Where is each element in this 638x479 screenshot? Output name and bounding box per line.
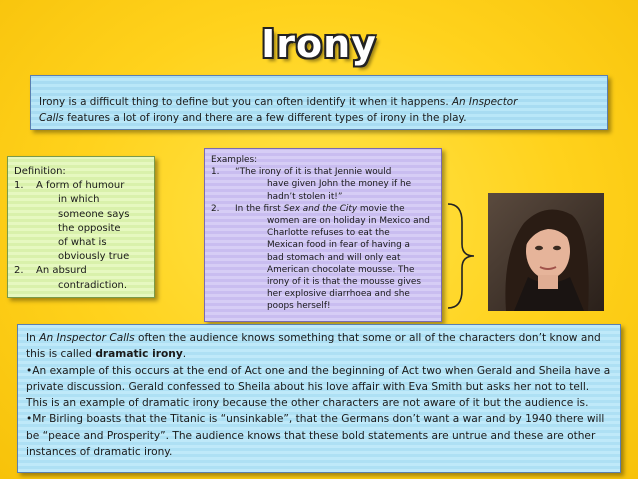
definition-heading: Definition:	[14, 166, 66, 177]
example-line: have given John the money if he	[267, 179, 412, 190]
paragraph-text: .	[182, 348, 187, 361]
examples-box	[204, 148, 442, 322]
example-line: hadn’t stolen it!”	[267, 191, 343, 202]
dramatic-irony-box	[17, 324, 621, 473]
curly-brace-icon	[444, 200, 484, 312]
example-birling-paragraph: •Mr Birling boasts that the Titanic is “unsinkable”, that the Germans don’t want a war and by 1940 there will be “peace and Prosperity”. The audience knows that these bold statements are untrue and these are other instances of dramatic irony.	[26, 413, 605, 459]
definition-list	[14, 179, 148, 293]
example-line: irony of it is that the mousse gives	[267, 277, 421, 288]
character-photo	[488, 193, 604, 311]
intro-play-title-2: Calls	[39, 112, 64, 124]
example-number: 2.	[211, 203, 220, 214]
key-term: dramatic irony	[95, 348, 183, 361]
example-item	[211, 166, 435, 178]
paragraph-text: often the audience knows something that some or all of the characters don’t know and this is called	[26, 332, 601, 361]
example-line: In the first	[235, 203, 284, 214]
definition-line: someone says	[58, 208, 130, 220]
example-line: bad stomach and will only eat	[267, 252, 401, 263]
slide-title: Irony	[261, 22, 377, 66]
example-item	[211, 203, 435, 215]
example-line: movie the	[357, 203, 405, 214]
dramatic-irony-paragraph	[26, 330, 612, 363]
definition-number: 1.	[14, 180, 24, 192]
example-line: poops herself!	[267, 301, 331, 312]
definition-box	[7, 156, 155, 298]
intro-box	[30, 75, 608, 130]
definition-line: in which	[58, 194, 100, 206]
play-title: An Inspector Calls	[39, 332, 135, 344]
paragraph-text: In	[26, 332, 40, 344]
intro-play-title: An Inspector	[451, 96, 518, 108]
definition-item	[14, 264, 148, 292]
example-gerald-paragraph: •An example of this occurs at the end of Act one and the beginning of Act two when Gerald and Sheila have a private discussion. Gerald confessed to Sheila about his love affair with Eva Smith but asks her not to tell. This is an example of dramatic irony because the other characters are not aware of it but the audience is.	[26, 364, 611, 410]
definition-item	[14, 179, 148, 264]
example-line: “The irony of it is that Jennie would	[235, 167, 392, 178]
examples-heading: Examples:	[211, 155, 258, 165]
woman-portrait-image	[488, 193, 604, 311]
intro-text: Irony is a difficult thing to define but you can often identify it when it happens.	[39, 96, 452, 108]
definition-line: of what is	[58, 237, 107, 249]
example-line: Charlotte refuses to eat the	[267, 228, 390, 239]
example-line: American chocolate mousse. The	[267, 264, 415, 275]
definition-line: A form of humour	[36, 180, 125, 192]
definition-number: 2.	[14, 265, 24, 277]
intro-text-end: features a lot of irony and there are a few different types of irony in the play.	[63, 112, 467, 124]
definition-line: the opposite	[58, 222, 121, 234]
example-line: Mexican food in fear of having a	[267, 240, 410, 251]
example-number: 1.	[211, 167, 220, 178]
definition-line: contradiction.	[58, 279, 128, 291]
definition-line: An absurd	[36, 265, 87, 277]
film-title: Sex and the City	[283, 203, 358, 214]
example-line: her explosive diarrhoea and she	[267, 289, 410, 300]
example-line: women are on holiday in Mexico and	[267, 216, 430, 227]
definition-line: obviously true	[58, 251, 130, 263]
